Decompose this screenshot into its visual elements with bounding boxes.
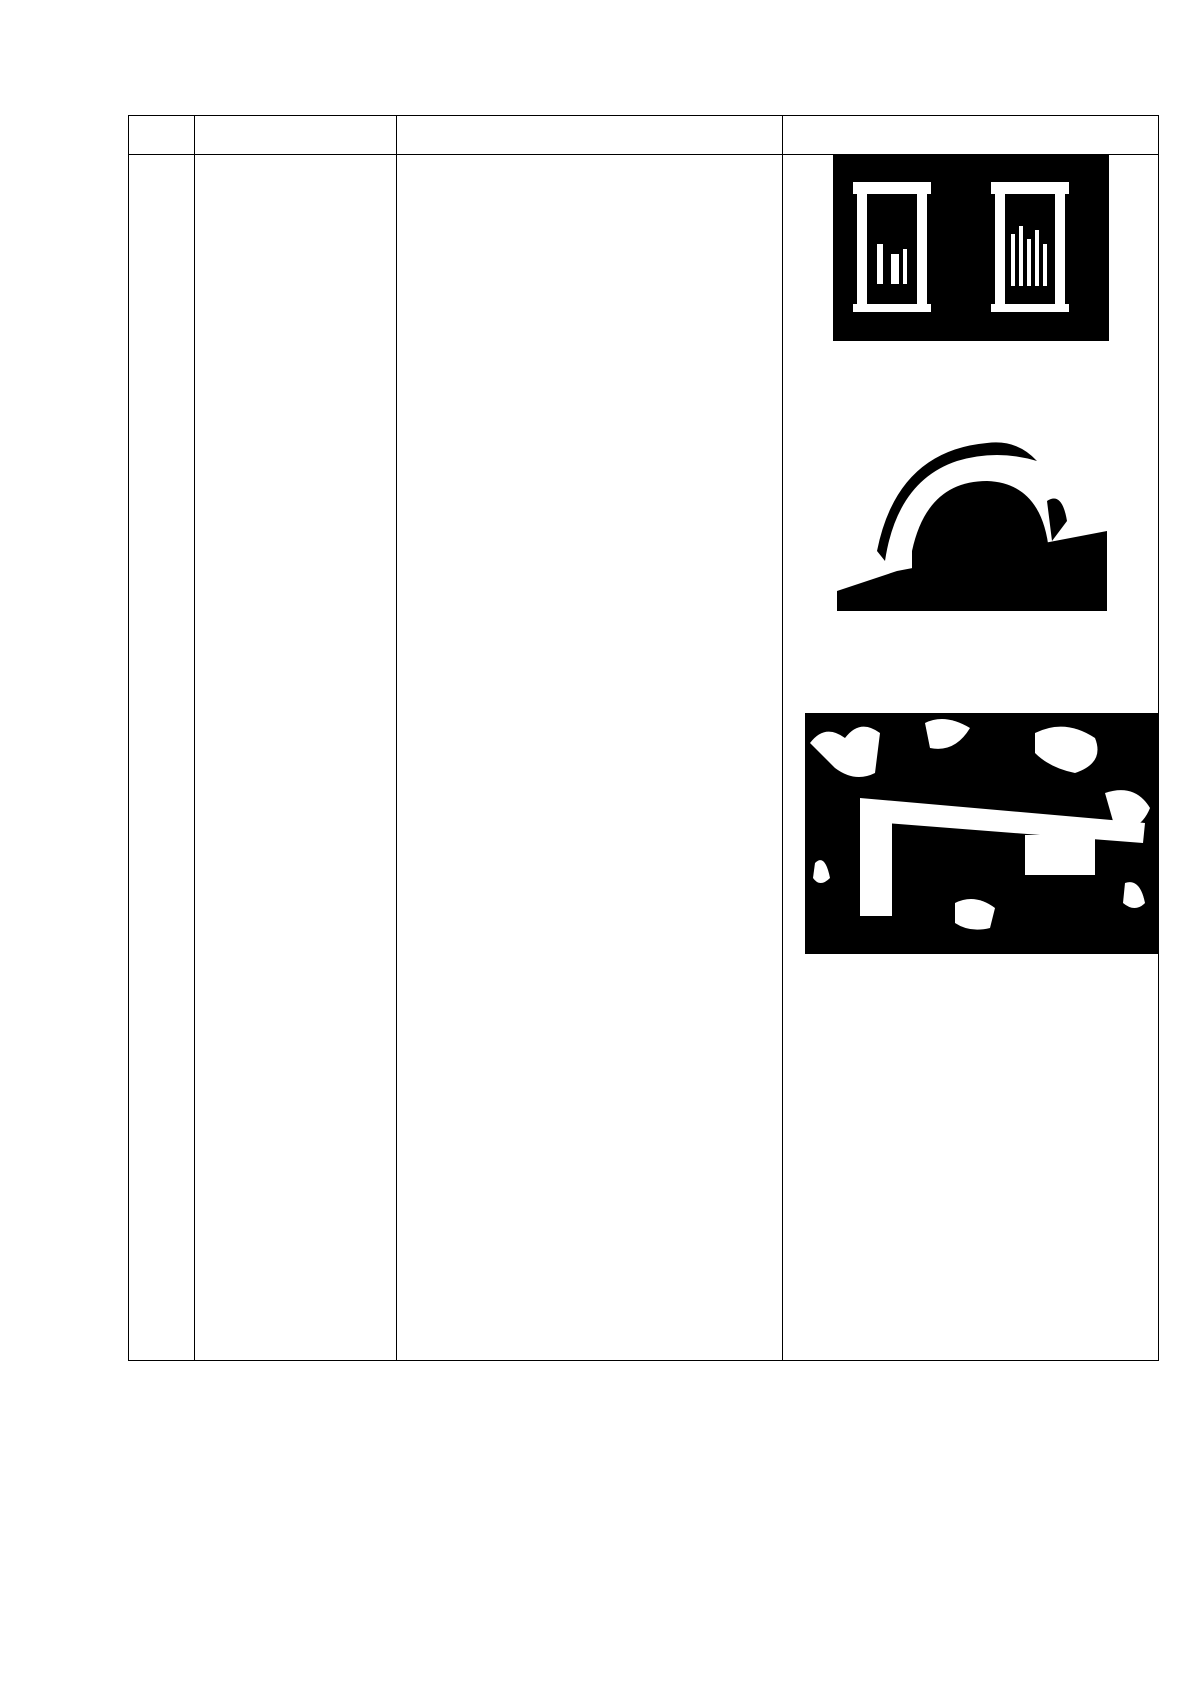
photo-windows bbox=[833, 154, 1109, 341]
photo-dormer-window bbox=[837, 421, 1107, 611]
dormer-illustration bbox=[837, 421, 1107, 611]
photo-north-facade bbox=[805, 713, 1158, 954]
facade-illustration bbox=[805, 713, 1158, 954]
column-divider bbox=[396, 116, 397, 1360]
monument-table bbox=[128, 115, 1159, 1361]
column-divider bbox=[194, 116, 195, 1360]
windows-illustration bbox=[833, 154, 1109, 341]
column-divider bbox=[782, 116, 783, 1360]
table-header-row bbox=[129, 116, 1158, 155]
